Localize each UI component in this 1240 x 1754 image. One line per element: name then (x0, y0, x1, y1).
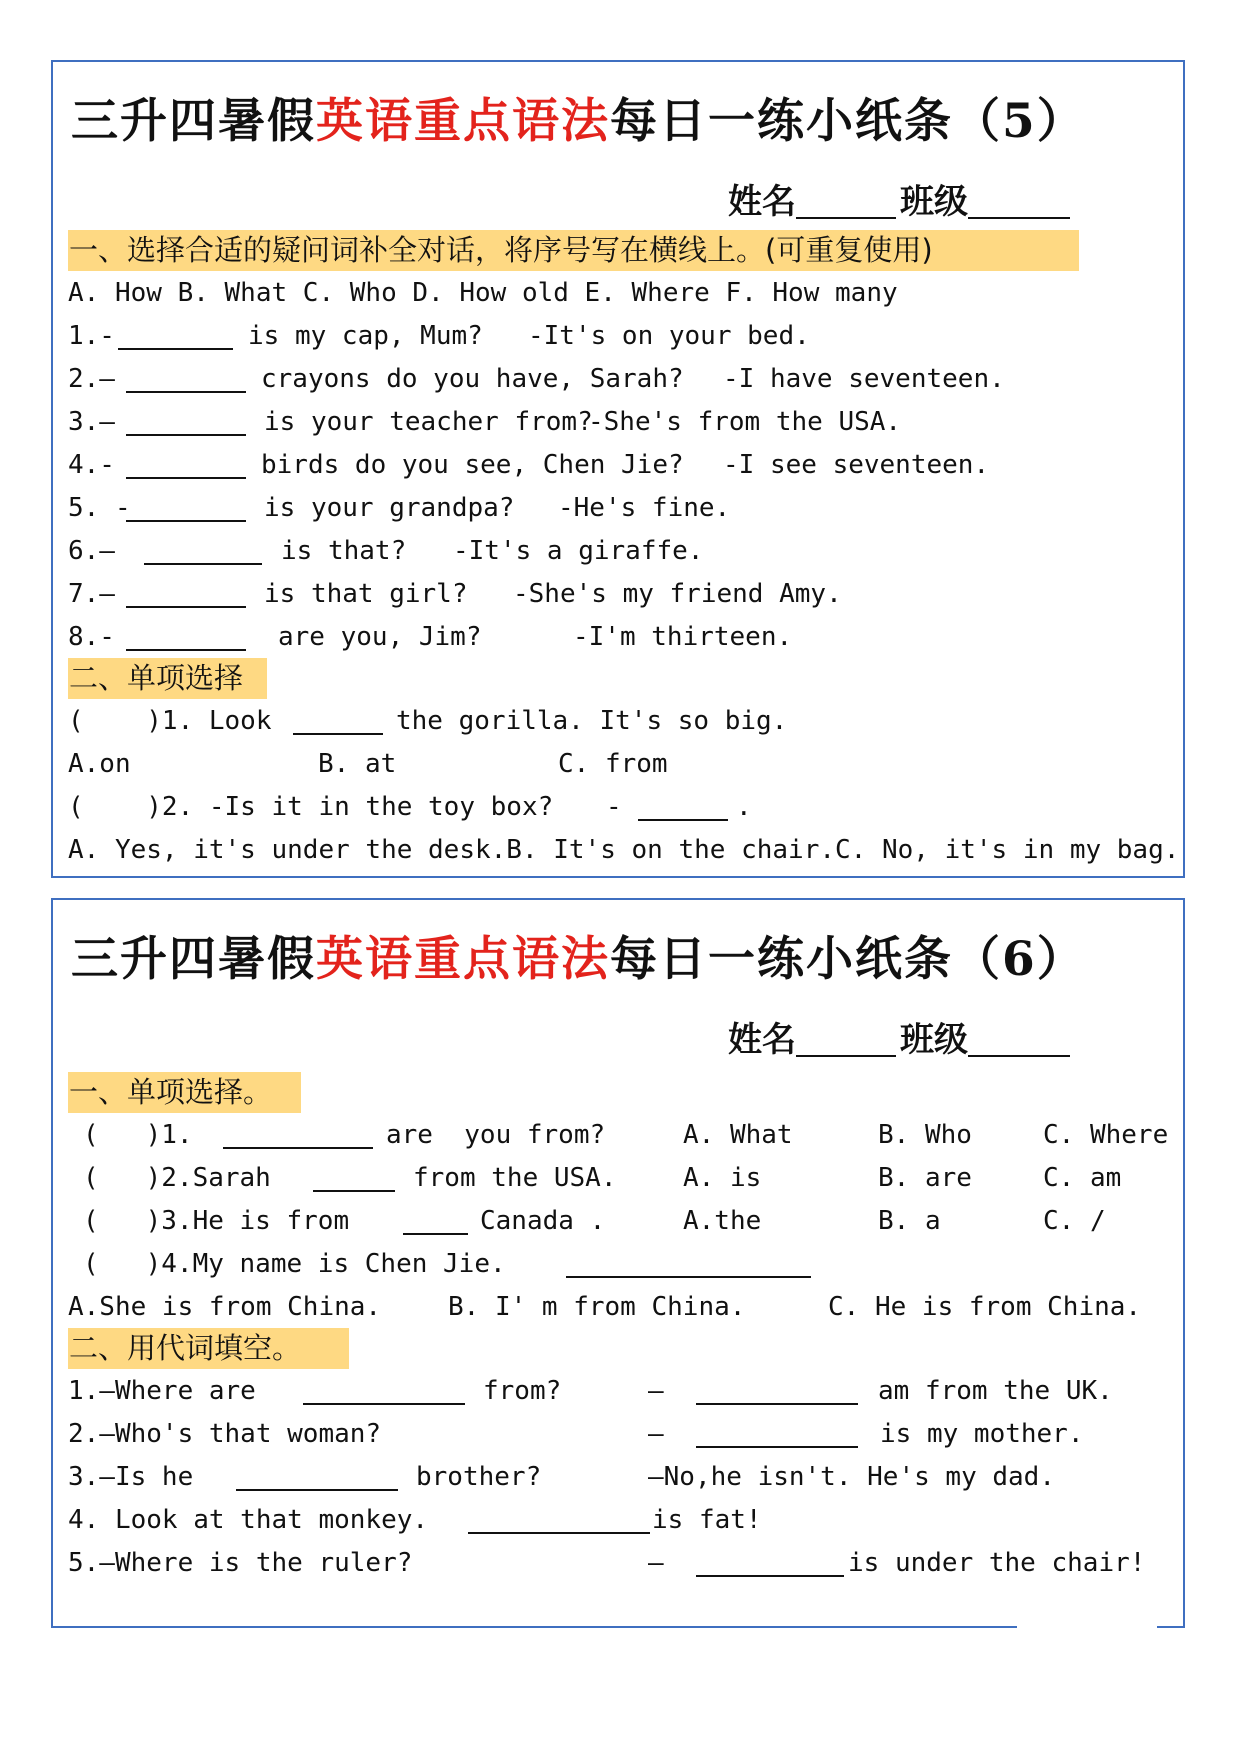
answer-blank[interactable] (303, 1403, 465, 1405)
card-title: 三升四暑假英语重点语法每日一练小纸条（5） (71, 94, 1086, 149)
section-title: 二、单项选择 (68, 658, 267, 699)
name-label: 姓名 (728, 1020, 796, 1060)
answer-blank[interactable] (118, 348, 233, 350)
section-title: 一、选择合适的疑问词补全对话，将序号写在横线上。(可重复使用) (68, 230, 1079, 271)
class-label: 班级 (900, 182, 968, 222)
card-bottom-border (1157, 1626, 1185, 1628)
section-title: 二、用代词填空。 (68, 1328, 349, 1369)
worksheet-card-6: 三升四暑假英语重点语法每日一练小纸条（6） 姓名 班级 一、单项选择。 ( )1. are you from? A. What B. Who C. Where ( )2.Sarah from the USA. A. is B. are C. am ( )3.He is from Canada . A.the B. a C. / ( )4.My name is Chen Jie. A.She is from China. B. I' m from China. C. He is from China. 二、用代词填空。 1.—Where are from? — am from the UK. 2.—Who's that woman? — is my mother. 3.—Is he brother? —No,he isn't. He's my dad. 4. Look at that monkey. is fat! 5.—Where is the ruler? — is under the chair! (51, 898, 1185, 1628)
class-blank[interactable] (968, 183, 1070, 219)
name-label: 姓名 (728, 182, 796, 222)
answer-blank[interactable] (126, 391, 246, 393)
answer-blank[interactable] (696, 1403, 858, 1405)
answer-blank[interactable] (126, 434, 246, 436)
answer-blank[interactable] (126, 477, 246, 479)
answer-blank[interactable] (223, 1147, 373, 1149)
answer-blank[interactable] (566, 1276, 811, 1278)
answer-blank[interactable] (126, 520, 246, 522)
answer-blank[interactable] (403, 1233, 468, 1235)
class-label: 班级 (900, 1020, 968, 1060)
name-blank[interactable] (796, 1021, 896, 1057)
name-class-row (728, 1012, 1070, 1061)
worksheet-card-5: 三升四暑假英语重点语法每日一练小纸条（5） 姓名 班级 一、选择合适的疑问词补全对话，将序号写在横线上。(可重复使用) A. How B. What C. Who D. How old E. Where F. How many 1.- is my cap, Mum? -It's on your bed. 2.— crayons do you have, Sarah? -I have seventeen. 3.— is your teacher from? -She's from the USA. 4.- birds do you see, Chen Jie? -I see seventeen. 5. - is your grandpa? -He's fine. 6.— is that? -It's a giraffe. 7.— is that girl? -She's my friend Amy. 8.- are you, Jim? -I'm thirteen. 二、单项选择 ( )1. Look the gorilla. It's so big. A.on B. at C. from ( )2. -Is it in the toy box? - . A. Yes, it's under the desk.B. It's on the chair.C. No, it's in my bag. (51, 60, 1185, 878)
name-class-row (728, 174, 1070, 223)
answer-blank[interactable] (126, 649, 246, 651)
answer-blank[interactable] (638, 819, 728, 821)
card-bottom-border (51, 1626, 1017, 1628)
answer-blank[interactable] (293, 733, 383, 735)
answer-blank[interactable] (236, 1489, 398, 1491)
section-title: 一、单项选择。 (68, 1072, 301, 1113)
answer-blank[interactable] (696, 1575, 844, 1577)
answer-blank[interactable] (696, 1446, 858, 1448)
name-blank[interactable] (796, 183, 896, 219)
class-blank[interactable] (968, 1021, 1070, 1057)
answer-blank[interactable] (144, 563, 262, 565)
answer-blank[interactable] (468, 1532, 650, 1534)
answer-blank[interactable] (126, 606, 246, 608)
answer-blank[interactable] (313, 1190, 395, 1192)
card-title: 三升四暑假英语重点语法每日一练小纸条（6） (71, 932, 1086, 987)
